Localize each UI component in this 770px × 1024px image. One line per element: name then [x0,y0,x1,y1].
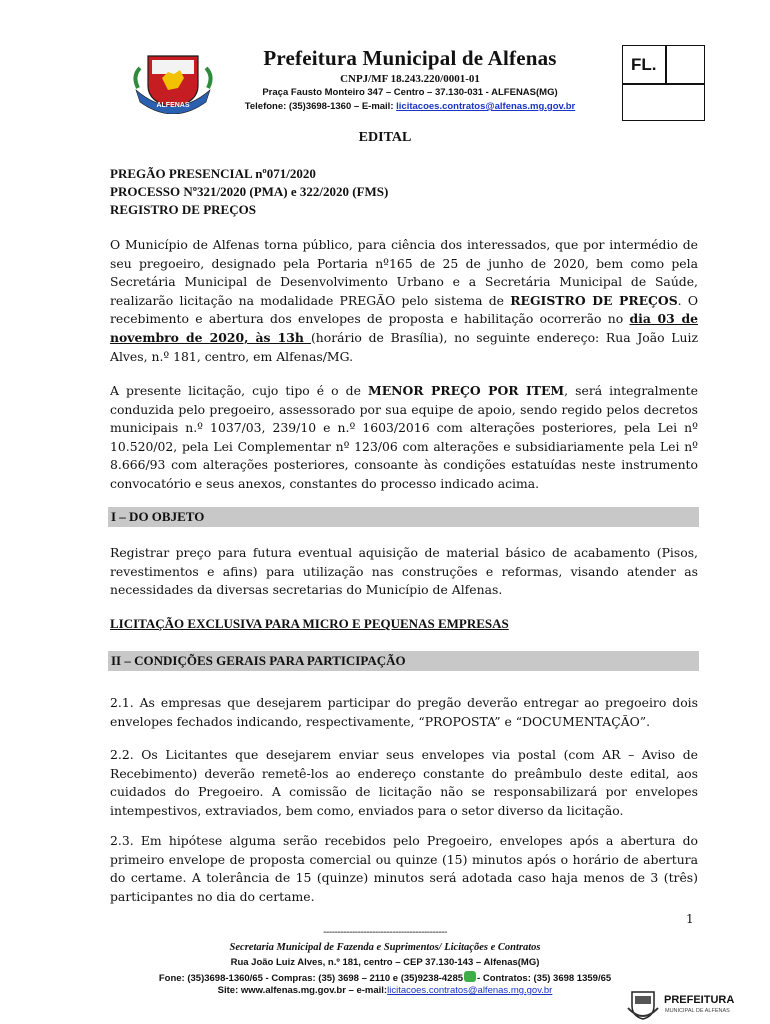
header-address: Praça Fausto Monteiro 347 – Centro – 37.130-031 - ALFENAS(MG) [262,87,558,98]
footer-address: Rua João Luiz Alves, n.º 181, centro – CEP 37.130-143 – Alfenas(MG) [230,957,540,968]
footer-logo-text: PREFEITURA [664,994,735,1006]
crest-ribbon-text: ALFENAS [156,102,190,109]
heading-line-pregao: PREGÃO PRESENCIAL nº071/2020 [110,166,316,181]
footer-site-prefix: Site: www.alfenas.mg.gov.br – e-mail: [217,985,388,996]
section-heading-condicoes: II – CONDIÇÕES GERAIS PARA PARTICIPAÇÃO [108,651,699,671]
header-contact [210,101,610,112]
intro-p1-e: (horário de Brasília), no seguinte endereço: Rua João Luiz Alves, n.º 181, centro, em Alfenas/MG. [110,329,699,364]
footer-separator: ------------------------------------------- [323,927,447,938]
intro-p1-c: . O recebimento e abertura dos envelopes de proposta e habilitação ocorrerão no [110,292,698,327]
section2-item-2-3: 2.3. Em hipótese alguma serão recebidos pelo Pregoeiro, envelopes após a abertura do primeiro envelope de proposta comercial ou quinze (15) minutos após o horário de abertura do certame. A tolerância de 15 (quinze) minutos será adotada caso haja menos de 3 (três) participantes no dia do certame. [110,833,698,904]
footer-email-link[interactable]: licitacoes.contratos@alfenas.mg.gov.br [387,985,553,996]
intro-p1-date: dia 03 de novembro de 2020, às 13h [110,311,698,345]
footer-logo-subtext: MUNICIPAL DE ALFENAS [665,1008,730,1014]
section1-text: Registrar preço para futura eventual aquisição de material básico de acabamento (Pisos, revestimentos e afins) para utilização nas construções e reformas, visando atender as necessidades da diversas secretarias do Município de Alfenas. [110,545,698,598]
intro-p2-b: MENOR PREÇO POR ITEM [368,383,565,398]
heading-line-processo: PROCESSO Nº321/2020 (PMA) e 322/2020 (FMS) [110,184,389,199]
section2-item-2-2: 2.2. Os Licitantes que desejarem enviar seus envelopes via postal (com AR – Aviso de Recebimento) deverão remetê-los ao endereço constante do preâmbulo deste edital, aos cuidados do Pregoeiro. A comissão de licitação não se responsabilizará por envelopes intempestivos, extraviados, bem como, enviados para o setor diverso da licitação. [110,747,698,818]
footer-phones-b: - Contratos: (35) 3698 1359/65 [477,973,612,984]
header-cnpj: CNPJ/MF 18.243.220/0001-01 [340,73,480,85]
header-email-link[interactable]: licitacoes.contratos@alfenas.mg.gov.br [396,101,576,112]
section-heading-objeto: I – DO OBJETO [108,507,699,527]
exclusive-notice: LICITAÇÃO EXCLUSIVA PARA MICRO E PEQUENAS EMPRESAS [110,616,509,631]
prefeitura-footer-logo [626,990,660,1020]
intro-paragraph-1 [110,236,698,366]
document-title: EDITAL [358,130,412,145]
heading-line-registro: REGISTRO DE PREÇOS [110,202,256,217]
page-number: 1 [686,912,694,926]
header-title: Prefeitura Municipal de Alfenas [263,46,557,70]
municipal-crest-logo [128,52,218,114]
intro-p1-b: REGISTRO DE PREÇOS [510,292,678,308]
header-phone-prefix: Telefone: (35)3698-1360 – E-mail: [244,101,397,112]
intro-paragraph-2 [110,382,698,494]
intro-p2-a: A presente licitação, cujo tipo é o de [110,383,368,398]
fl-stamp-box [622,45,705,121]
whatsapp-icon [464,971,476,982]
section2-item-2-1: 2.1. As empresas que desejarem participar do pregão deverão entregar ao pregoeiro dois envelopes fechados indicando, respectivamente, “PROPOSTA” e “DOCUMENTAÇÃO”. [110,695,698,729]
footer-phones-a: Fone: (35)3698-1360/65 - Compras: (35) 3698 – 2110 e (35)9238-4285 [158,973,464,984]
footer-department: Secretaria Municipal de Fazenda e Suprimentos/ Licitações e Contratos [229,942,541,953]
intro-p2-c: , será integralmente conduzida pelo pregoeiro, assessorado por sua equipe de apoio, sendo regido pelos decretos municipais n.º 1037/03, 239/10 e n.º 1603/2016 com alterações posteriores, pela Lei nº 10.520/02, pela Lei Complementar nº 123/06 com alterações e subsidiariamente pela Lei nº 8.666/93 com alterações posteriores, consoante às condições estatuídas neste instrumento convocatório e seus anexos, constantes do processo indicado acima. [110,383,698,491]
footer-phones [0,971,770,984]
fl-label: FL. [631,55,657,74]
intro-p1-a: O Município de Alfenas torna público, para ciência dos interessados, que por intermédio de seu pregoeiro, designado pela Portaria nº165 de 25 de junho de 2020, bem como pela Secretária Municipal de Desenvolvimento Urbano e a Secretária Municipal de Saúde, realizarão licitação na modalidade PREGÃO pelo sistema de [110,237,698,308]
